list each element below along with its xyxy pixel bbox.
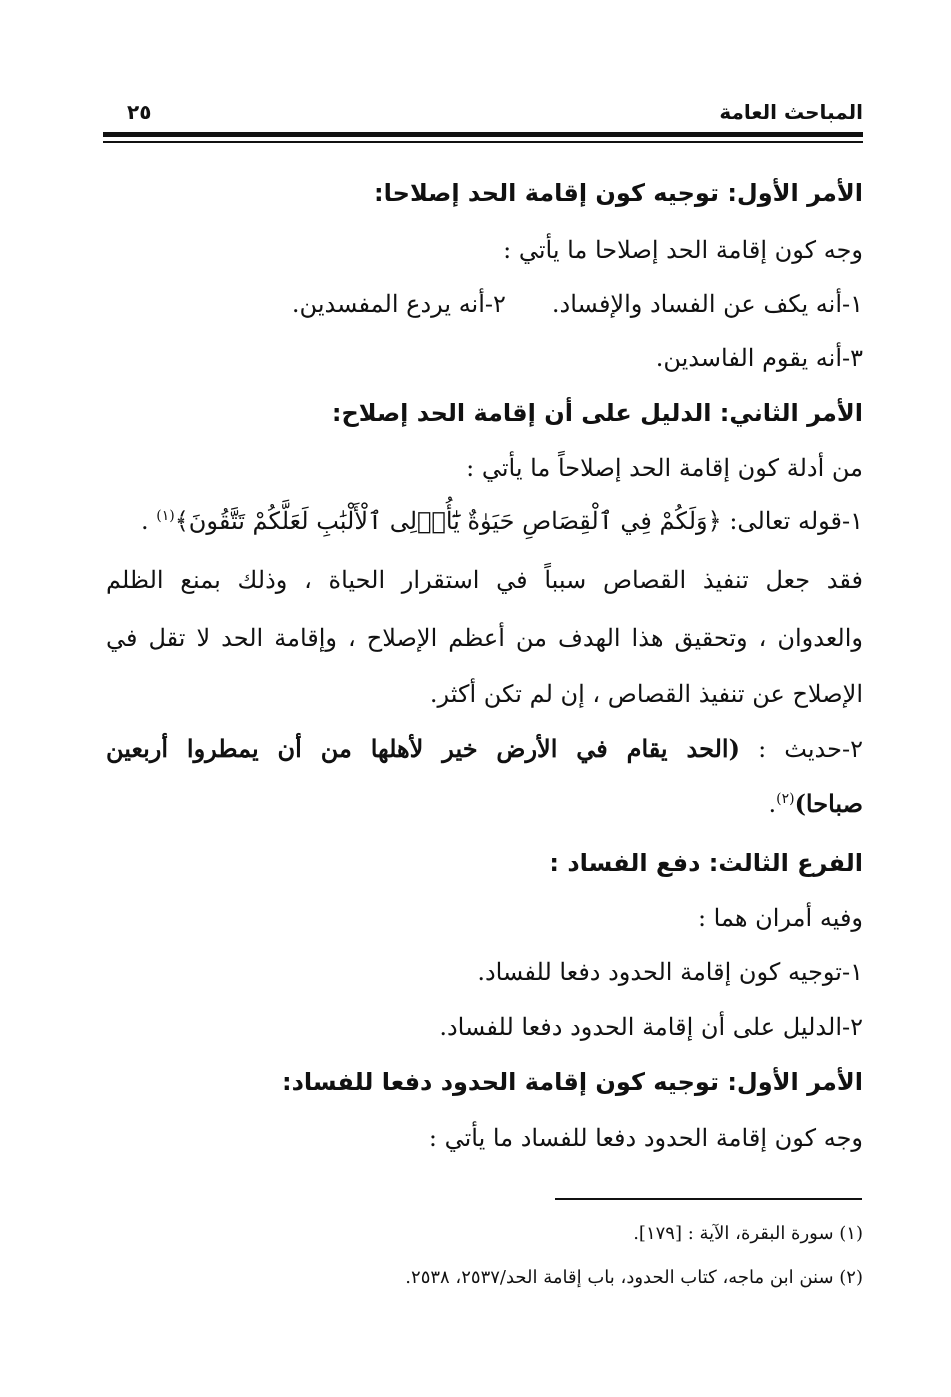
list-item-1: ١-توجيه كون إقامة الحدود دفعا للفساد. (477, 958, 863, 986)
heading-second-matter: الأمر الثاني: الدليل على أن إقامة الحد إصلاح: (331, 399, 863, 427)
page-number: ٢٥ (127, 100, 152, 124)
footnote-1: (١) سورة البقرة، الآية : [١٧٩]. (633, 1223, 863, 1244)
line-end: . (141, 507, 157, 535)
header-rule-thick (103, 132, 863, 137)
list-item-2: ٢-الدليل على أن إقامة الحدود دفعا للفساد. (439, 1013, 863, 1041)
body-line: وجه كون إقامة الحدود دفعا للفساد ما يأتي : (428, 1124, 863, 1152)
evidence-prefix: ٢-حديث : (739, 735, 863, 763)
hadith-text: (الحد يقام في الأرض خير لأهلها من أن يمطروا أربعين (106, 734, 740, 763)
chapter-title: المباحث العامة (719, 100, 863, 124)
footnote-ref-2: (٢) (776, 791, 795, 807)
body-line: وجه كون إقامة الحد إصلاحا ما يأتي : (503, 236, 863, 264)
running-header (105, 92, 863, 132)
evidence-prefix: ١-قوله تعالى: (721, 507, 863, 535)
hadith-text-end: صباحا) (794, 789, 863, 818)
list-item-2: ٢-أنه يردع المفسدين. (291, 290, 506, 318)
body-line: من أدلة كون إقامة الحد إصلاحاً ما يأتي : (466, 454, 863, 482)
footnote-separator (555, 1198, 862, 1200)
body-line: وفيه أمران هما : (697, 904, 863, 932)
section-heading-third-branch: الفرع الثالث: دفع الفساد : (549, 849, 863, 877)
list-line-two-items (292, 286, 863, 322)
paragraph-line-1: فقد جعل تنفيذ القصاص سبباً في استقرار الحياة ، وذلك بمنع الظلم (106, 566, 863, 594)
quran-evidence-line (141, 503, 863, 539)
header-rule-thin (103, 141, 863, 143)
footnote-ref-1: (١) (156, 508, 175, 524)
paragraph-line-2: والعدوان ، وتحقيق هذا الهدف من أعظم الإصلاح ، وإقامة الحد لا تقل في (106, 624, 863, 652)
heading-first-matter: الأمر الأول: توجيه كون إقامة الحد إصلاحا: (374, 179, 863, 207)
list-item-1: ١-أنه يكف عن الفساد والإفساد. (551, 290, 863, 318)
hadith-line-end (768, 786, 863, 822)
list-item-3: ٣-أنه يقوم الفاسدين. (655, 344, 863, 372)
quran-verse: ﴿وَلَكُمْ فِي ٱلْقِصَاصِ حَيَوٰةٌ يَٰٓأُو۟لِى ٱلْأَلْبَٰبِ لَعَلَّكُمْ تَتَّقُونَ﴾ (174, 507, 722, 535)
paragraph-line-3: الإصلاح عن تنفيذ القصاص ، إن لم تكن أكثر. (429, 680, 863, 708)
footnote-2: (٢) سنن ابن ماجه، كتاب الحدود، باب إقامة الحد/٢٥٣٧، ٢٥٣٨. (405, 1267, 863, 1288)
hadith-line (106, 731, 863, 767)
heading-first-matter-2: الأمر الأول: توجيه كون إقامة الحدود دفعا للفساد: (281, 1068, 863, 1096)
line-end: . (768, 790, 777, 818)
